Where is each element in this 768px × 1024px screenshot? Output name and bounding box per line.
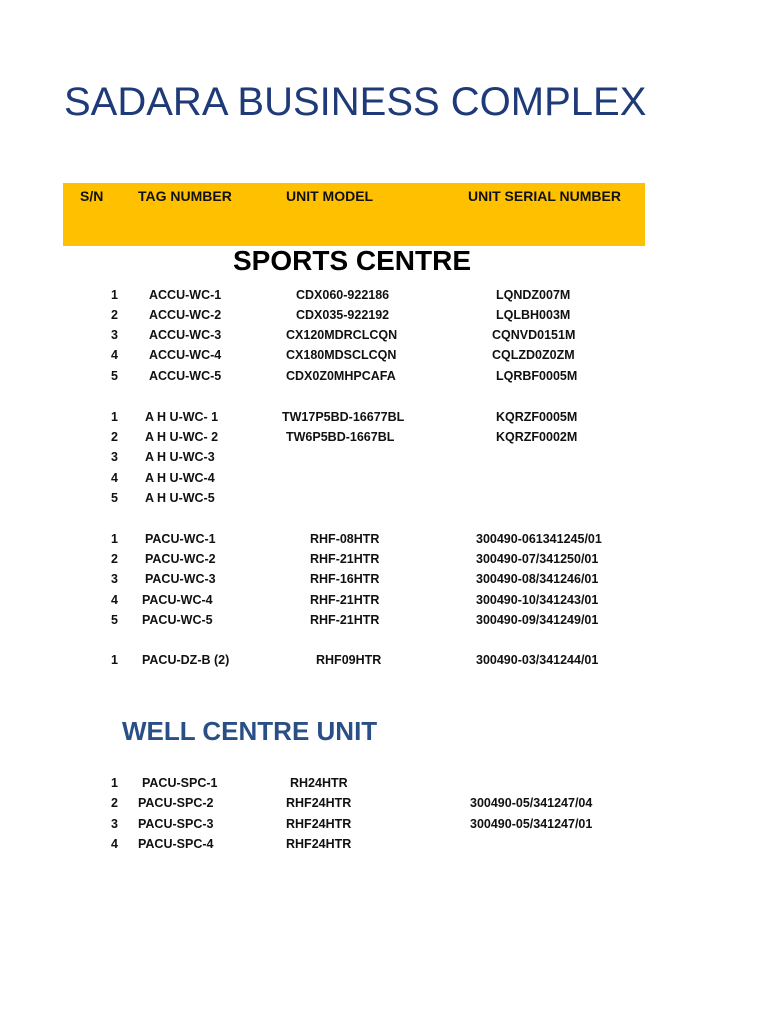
row-tag: A H U-WC-5 [145,491,215,505]
row-model: CDX060-922186 [296,288,390,302]
table-row [0,552,768,572]
table-row [0,532,768,552]
table-row [0,796,768,816]
row-sn: 5 [111,613,118,627]
row-tag: ACCU-WC-3 [149,328,222,342]
row-tag: ACCU-WC-1 [149,288,222,302]
table-row [0,471,768,491]
table-row [0,491,768,511]
row-sn: 2 [111,552,118,566]
table-row [0,613,768,633]
row-model: RHF-21HTR [310,593,380,607]
row-sn: 3 [111,817,118,831]
row-sn: 1 [111,776,118,790]
row-model: TW17P5BD-16677BL [282,410,405,424]
table-row [0,348,768,368]
row-sn: 4 [111,348,118,362]
row-tag: A H U-WC-4 [145,471,215,485]
row-model: RHF09HTR [316,653,382,667]
row-sn: 5 [111,491,118,505]
row-sn: 3 [111,450,118,464]
row-sn: 4 [111,593,118,607]
header-sn: S/N [80,188,104,204]
table-row [0,837,768,857]
row-serial: KQRZF0005M [496,410,578,424]
row-sn: 4 [111,471,118,485]
table-row [0,653,768,673]
table-row [0,328,768,348]
row-tag: A H U-WC-3 [145,450,215,464]
row-sn: 1 [111,410,118,424]
row-sn: 3 [111,572,118,586]
row-tag: PACU-WC-2 [145,552,216,566]
row-sn: 1 [111,288,118,302]
header-unit-serial-number: UNIT SERIAL NUMBER [468,188,621,204]
page-title: SADARA BUSINESS COMPLEX [64,80,647,124]
row-serial: 300490-03/341244/01 [476,653,599,667]
row-tag: PACU-SPC-4 [138,837,214,851]
row-tag: PACU-SPC-3 [138,817,214,831]
header-unit-model: UNIT MODEL [286,188,374,204]
row-model: RHF24HTR [286,837,352,851]
row-model: TW6P5BD-1667BL [286,430,395,444]
row-tag: A H U-WC- 1 [145,410,219,424]
section-heading-well-centre-unit: WELL CENTRE UNIT [122,716,378,746]
row-tag: PACU-WC-5 [142,613,213,627]
row-model: CDX0Z0MHPCAFA [286,369,396,383]
row-serial: 300490-07/341250/01 [476,552,599,566]
row-serial: 300490-08/341246/01 [476,572,599,586]
table-row [0,308,768,328]
row-sn: 1 [111,653,118,667]
table-row [0,572,768,592]
row-tag: ACCU-WC-4 [149,348,222,362]
row-model: CX120MDRCLCQN [286,328,398,342]
row-model: RH24HTR [290,776,348,790]
row-tag: PACU-WC-1 [145,532,216,546]
row-tag: ACCU-WC-5 [149,369,222,383]
row-sn: 2 [111,308,118,322]
row-serial: CQNVD0151M [492,328,576,342]
table-row [0,288,768,308]
table-row [0,410,768,430]
row-serial: CQLZD0Z0ZM [492,348,575,362]
table-row [0,450,768,470]
row-model: CDX035-922192 [296,308,390,322]
table-row [0,817,768,837]
row-tag: PACU-DZ-B (2) [142,653,230,667]
row-serial: 300490-05/341247/04 [470,796,593,810]
row-model: RHF-21HTR [310,552,380,566]
row-tag: A H U-WC- 2 [145,430,219,444]
table-row [0,776,768,796]
row-sn: 4 [111,837,118,851]
row-tag: PACU-SPC-2 [138,796,214,810]
row-serial: LQLBH003M [496,308,571,322]
row-model: RHF-16HTR [310,572,380,586]
table-row [0,593,768,613]
row-sn: 5 [111,369,118,383]
row-sn: 3 [111,328,118,342]
row-tag: PACU-WC-4 [142,593,213,607]
row-model: RHF24HTR [286,817,352,831]
row-tag: ACCU-WC-2 [149,308,222,322]
row-serial: 300490-10/341243/01 [476,593,599,607]
row-serial: 300490-09/341249/01 [476,613,599,627]
row-sn: 2 [111,796,118,810]
section-heading-sports-centre: SPORTS CENTRE [233,245,472,276]
row-serial: 300490-05/341247/01 [470,817,593,831]
row-model: RHF-21HTR [310,613,380,627]
header-tag-number: TAG NUMBER [138,188,232,204]
table-row [0,430,768,450]
row-model: RHF24HTR [286,796,352,810]
row-serial: KQRZF0002M [496,430,578,444]
row-sn: 1 [111,532,118,546]
row-model: CX180MDSCLCQN [286,348,397,362]
row-tag: PACU-WC-3 [145,572,216,586]
table-row [0,369,768,389]
row-serial: LQRBF0005M [496,369,578,383]
row-serial: LQNDZ007M [496,288,571,302]
row-model: RHF-08HTR [310,532,380,546]
row-serial: 300490-061341245/01 [476,532,602,546]
row-sn: 2 [111,430,118,444]
row-tag: PACU-SPC-1 [142,776,218,790]
